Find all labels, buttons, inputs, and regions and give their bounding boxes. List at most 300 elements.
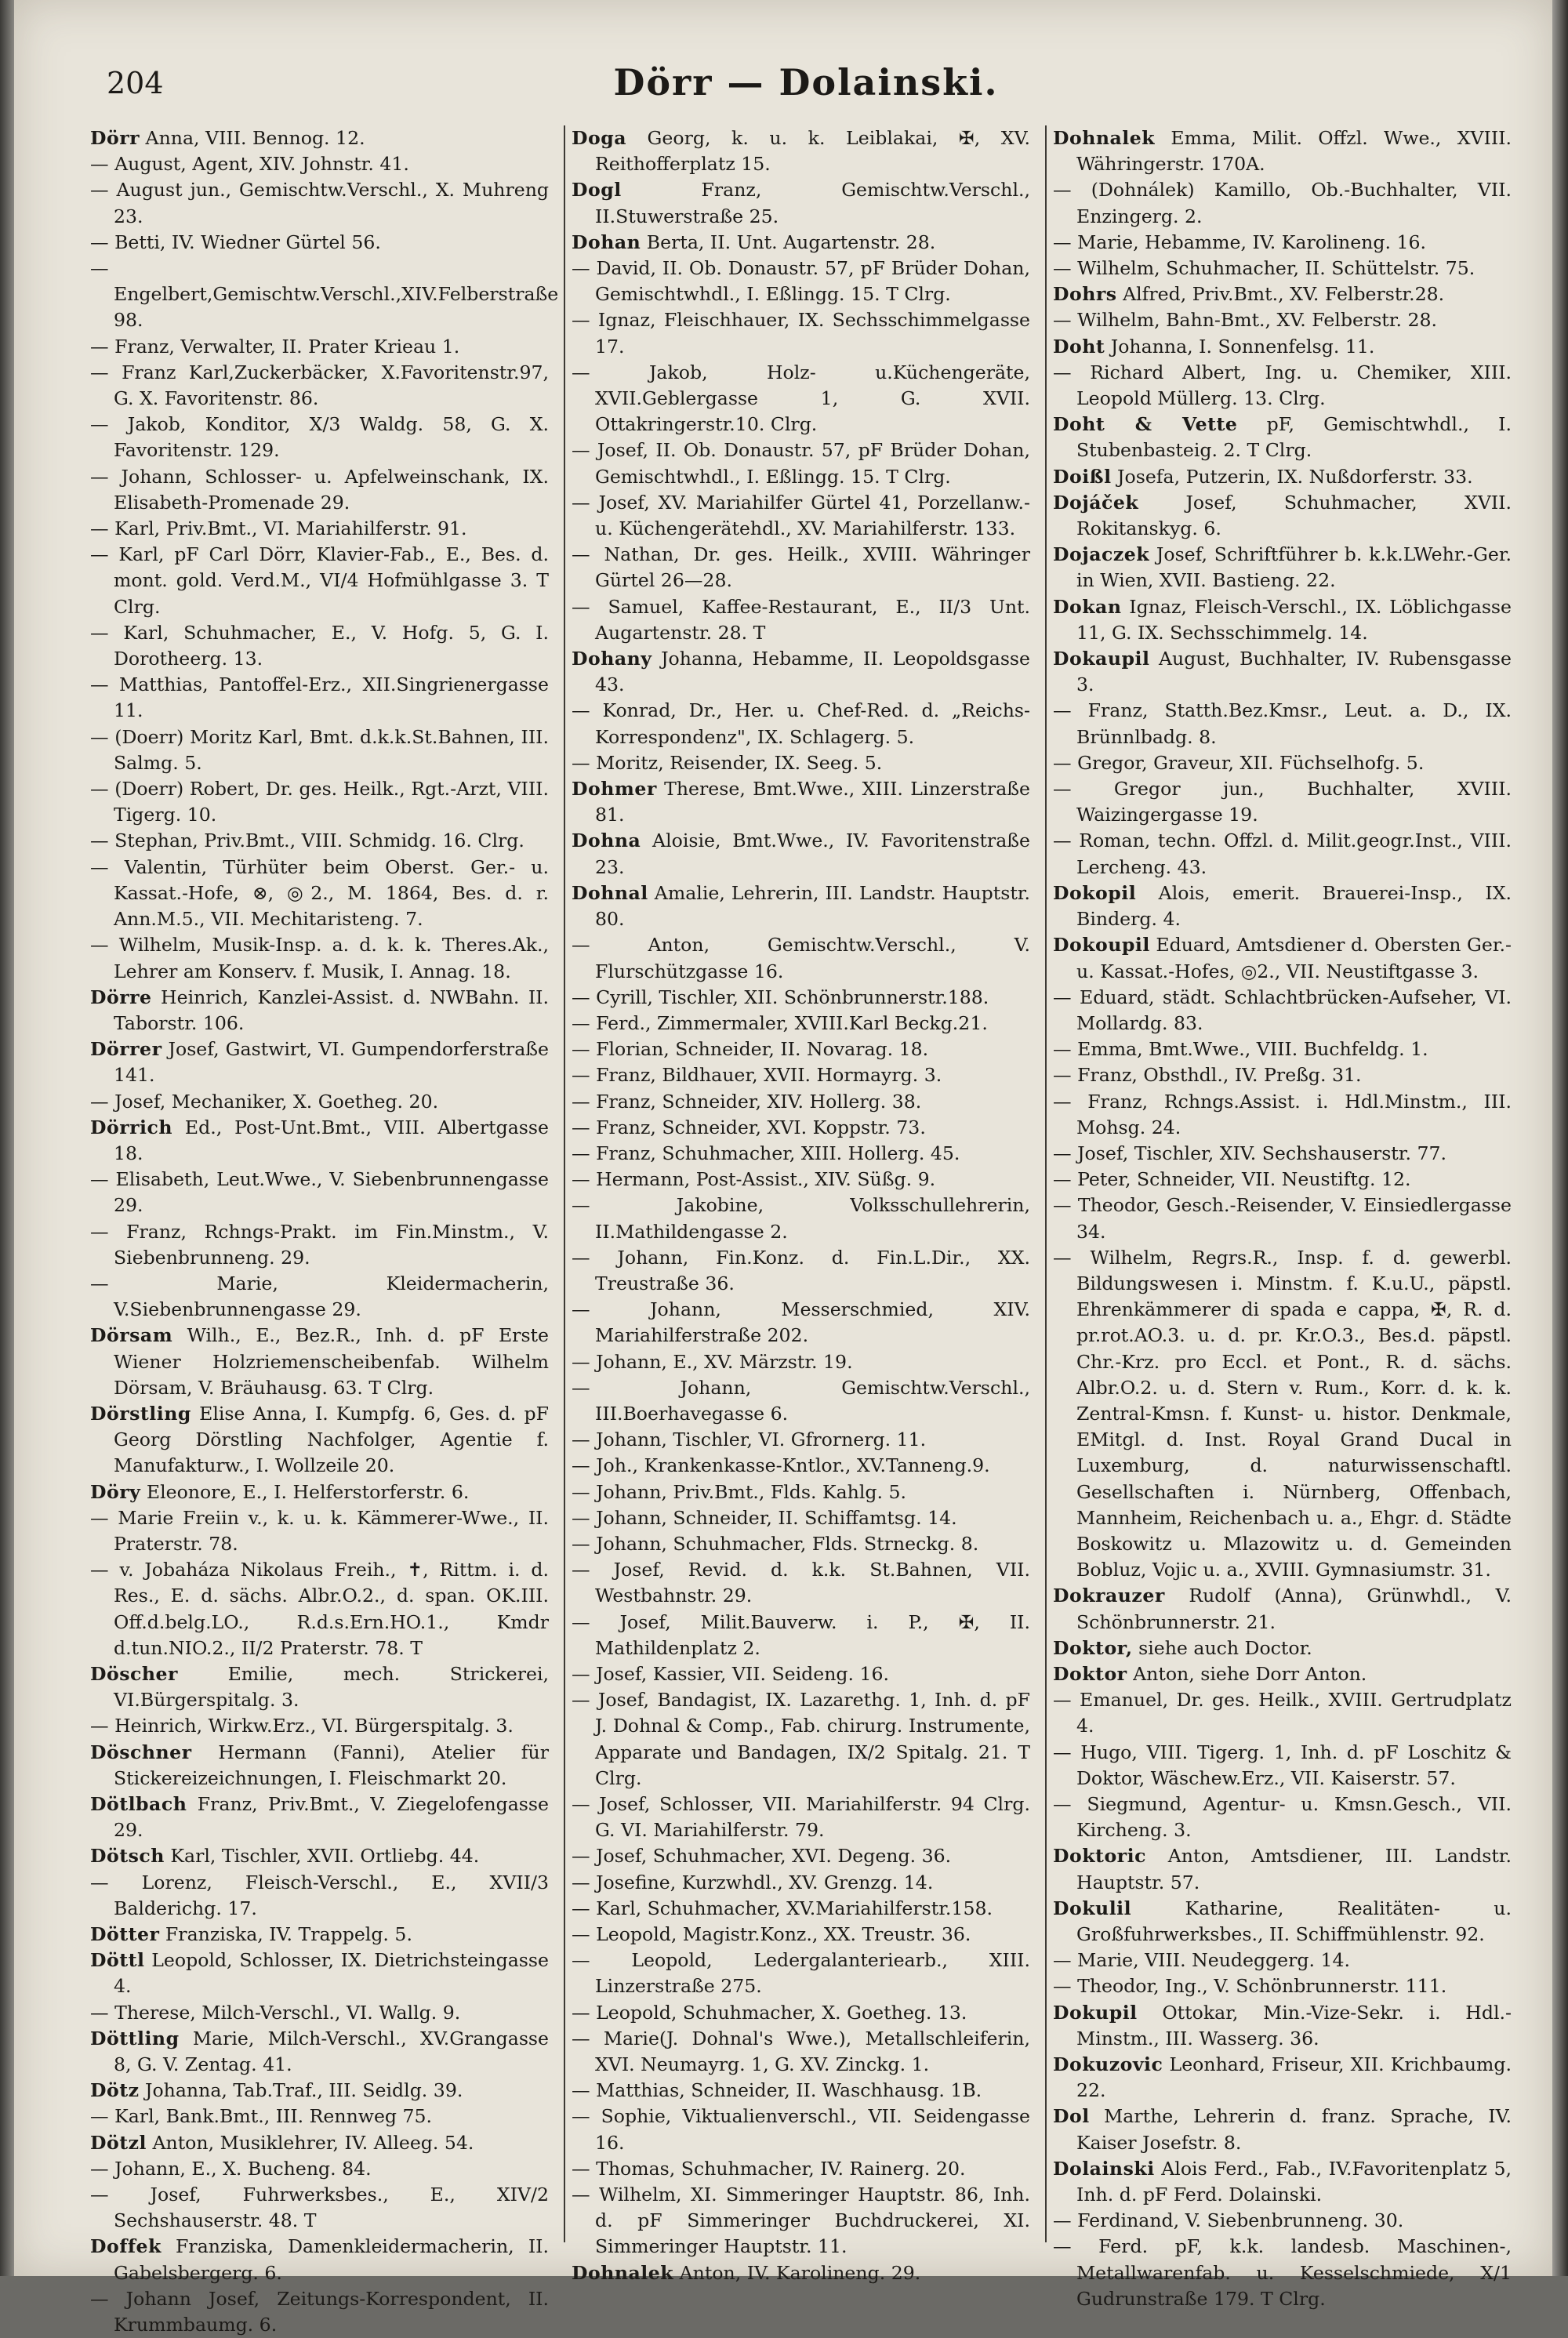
directory-entry xyxy=(90,1557,549,1661)
directory-entry xyxy=(90,620,549,672)
entry-text: — Gregor jun., Buchhalter, XVIII. Waizingergasse 19. xyxy=(1053,778,1512,826)
entry-text: — Johann, Messerschmied, XIV. Mariahilferstraße 202. xyxy=(572,1298,1030,1347)
entry-text: — Franz, Obsthdl., IV. Preßg. 31. xyxy=(1053,1064,1362,1087)
entry-text: — Josef, II. Ob. Donaustr. 57, pF Brüder Dohan, Gemischtwhdl., I. Eßlingg. 15. T Clrg. xyxy=(572,439,1030,488)
entry-text: Anton, IV. Karolineng. 29. xyxy=(673,2261,921,2284)
entry-text: — Marie, Hebamme, IV. Karolineng. 16. xyxy=(1053,231,1426,253)
entry-text: — Jakob, Holz- u.Küchengeräte, XVII.Geblergasse 1, G. XVII. Ottakringerstr.10. Clrg. xyxy=(572,361,1030,436)
entry-text: Therese, Bmt.Wwe., XIII. Linzerstraße 81. xyxy=(595,778,1030,826)
directory-column-3 xyxy=(1053,125,1512,2310)
directory-entry xyxy=(572,490,1030,542)
entry-text: — Jakob, Konditor, X/3 Waldg. 58, G. X. Favoritenstr. 129. xyxy=(90,413,549,462)
directory-entry xyxy=(572,2156,1030,2182)
entry-text: — Josef, Tischler, XIV. Sechshauserstr. 77. xyxy=(1053,1142,1446,1164)
directory-entry xyxy=(90,464,549,516)
entry-text: Josef, Gastwirt, VI. Gumpendorferstraße 141. xyxy=(114,1038,549,1087)
entry-text: — Cyrill, Tischler, XII. Schönbrunnerstr.188. xyxy=(572,986,989,1008)
running-title: Dörr — Dolainski. xyxy=(613,61,999,103)
directory-entry xyxy=(1053,2104,1512,2155)
entry-text: Franz, Priv.Bmt., V. Ziegelofengasse 29. xyxy=(114,1793,549,1842)
entry-text: — Franz, Verwalter, II. Prater Krieau 1. xyxy=(90,335,460,358)
entry-text: — Leopold, Ledergalanteriearb., XIII. Linzerstraße 275. xyxy=(572,1949,1030,1998)
entry-surname: Dörrer xyxy=(90,1038,162,1061)
directory-entry xyxy=(90,1922,549,1948)
entry-text: Johanna, I. Sonnenfelsg. 11. xyxy=(1105,335,1375,358)
directory-entry xyxy=(572,698,1030,750)
directory-entry xyxy=(572,1011,1030,1036)
directory-entry xyxy=(572,932,1030,984)
entry-text: — Marie, VIII. Neudeggerg. 14. xyxy=(1053,1949,1351,1972)
entry-text: Ed., Post-Unt.Bmt., VIII. Albertgasse 18. xyxy=(114,1116,549,1164)
entry-text: — Wilhelm, Regrs.R., Insp. f. d. gewerbl. Bildungswesen i. Minstm. f. K.u.U., päpstl. Ehrenkämmerer di spada e cappa, ✠, R. d. pr.rot.AO.3. u. d. pr. Kr.O.3., Bes.d. päpstl. Chr.-Krz. pro Eccl. et Pont., R. d. sächs. Albr.O.2. u. d. Stern v. Rum., Korr. d. k. k. Zentral-Kmsn. f. Kunst- u. histor. Denkmale, EMitgl. d. Inst. Royal Grand Ducal in Luxemburg, d. naturwissenschaftl. Gesellschaften i. Nürnberg, Offenbach, Mannheim, Reichenbach u. a., Ehgr. d. Städte Boskowitz u. Mlazowitz u. d. Gemeinden Bobluz, Vojic u. a., XVIII. Gymnasiumstr. 31. xyxy=(1053,1246,1512,1581)
entry-surname: Döschner xyxy=(90,1741,192,1763)
directory-entry xyxy=(1053,594,1512,646)
entry-text: — Johann Josef, Zeitungs-Korrespondent, II. Krummbaumg. 6. xyxy=(90,2287,549,2336)
entry-text: — David, II. Ob. Donaustr. 57, pF Brüder Dohan, Gemischtwhdl., I. Eßlingg. 15. T Clrg. xyxy=(572,257,1030,306)
directory-entry xyxy=(1053,880,1512,932)
entry-surname: Dokopil xyxy=(1053,881,1137,904)
entry-text: Ignaz, Fleisch-Verschl., IX. Löblichgasse 11, G. IX. Sechsschimmelg. 14. xyxy=(1076,595,1512,644)
directory-entry xyxy=(90,2000,549,2026)
directory-entry xyxy=(572,1870,1030,1896)
entry-text: — Engelbert,Gemischtw.Verschl.,XIV.Felberstraße 98. xyxy=(90,257,559,332)
directory-entry xyxy=(90,1479,549,1505)
entry-text: — Josef, Schlosser, VII. Mariahilferstr. 94 Clrg. G. VI. Mariahilferstr. 79. xyxy=(572,1793,1030,1842)
entry-text: — Johann, Tischler, VI. Gfrornerg. 11. xyxy=(572,1429,927,1451)
entry-text: — Ignaz, Fleischhauer, IX. Sechsschimmelgasse 17. xyxy=(572,309,1030,358)
directory-entry xyxy=(572,646,1030,698)
directory-entry xyxy=(1053,646,1512,698)
page-number: 204 xyxy=(107,66,164,100)
entry-text: Emilie, mech. Strickerei, VI.Bürgerspitalg. 3. xyxy=(114,1662,549,1712)
entry-surname: Dohna xyxy=(572,830,641,852)
entry-surname: Dohrs xyxy=(1053,283,1117,306)
entry-text: — Marie Freiin v., k. u. k. Kämmerer-Wwe., II. Praterstr. 78. xyxy=(90,1506,549,1555)
directory-entry xyxy=(572,2000,1030,2026)
entry-text: — Theodor, Gesch.-Reisender, V. Einsiedlergasse 34. xyxy=(1053,1194,1512,1243)
directory-entry xyxy=(1053,750,1512,776)
entry-surname: Döscher xyxy=(90,1662,178,1685)
entry-surname: Dogl xyxy=(572,179,622,201)
directory-entry xyxy=(1053,1792,1512,1843)
entry-surname: Dörr xyxy=(90,127,140,149)
entry-surname: Dohnalek xyxy=(1053,127,1156,149)
entry-text: Leonhard, Friseur, XII. Krichbaumg. 22. xyxy=(1076,2053,1512,2102)
entry-surname: Dol xyxy=(1053,2105,1090,2128)
directory-entry xyxy=(572,1089,1030,1115)
entry-text: — Karl, Priv.Bmt., VI. Mariahilferstr. 91. xyxy=(90,517,467,540)
entry-text: — Valentin, Türhüter beim Oberst. Ger.- u. Kassat.-Hofe, ⊗, ◎2., M. 1864, Bes. d. r. Ann.M.5., VII. Mechitaristeng. 7. xyxy=(90,855,549,931)
directory-entry xyxy=(90,672,549,724)
directory-column-1 xyxy=(90,125,559,2336)
directory-entry xyxy=(90,1870,549,1922)
entry-text: Leopold, Schlosser, IX. Dietrichsteingasse 4. xyxy=(114,1949,549,1998)
entry-text: — Wilhelm, Bahn-Bmt., XV. Felberstr. 28. xyxy=(1053,309,1437,332)
directory-entry xyxy=(572,750,1030,776)
entry-text: — Ferdinand, V. Siebenbrunneng. 30. xyxy=(1053,2209,1404,2232)
page-header xyxy=(93,61,1519,116)
directory-entry xyxy=(572,594,1030,646)
directory-entry xyxy=(90,1115,549,1167)
directory-entry xyxy=(1053,1141,1512,1167)
entry-surname: Doktor, xyxy=(1053,1636,1133,1659)
directory-entry xyxy=(572,1141,1030,1167)
entry-surname: Dörsam xyxy=(90,1324,173,1347)
entry-surname: Dokaupil xyxy=(1053,648,1150,670)
entry-text: Marie, Milch-Verschl., XV.Grangasse 8, G. V. Zentag. 41. xyxy=(114,2027,549,2076)
directory-entry xyxy=(90,1792,549,1843)
entry-text: — Joh., Krankenkasse-Kntlor., XV.Tanneng.9. xyxy=(572,1454,990,1477)
entry-text: — Eduard, städt. Schlachtbrücken-Aufseher, VI. Mollardg. 83. xyxy=(1053,986,1512,1034)
directory-entry xyxy=(572,1453,1030,1479)
directory-entry xyxy=(90,360,549,412)
entry-text: — Josef, Kassier, VII. Seideng. 16. xyxy=(572,1662,890,1685)
entry-text: — Ferd., Zimmermaler, XVIII.Karl Beckg.21. xyxy=(572,1011,988,1034)
directory-entry xyxy=(572,1557,1030,1609)
directory-entry xyxy=(572,1193,1030,1244)
directory-entry xyxy=(90,855,549,933)
entry-text: — Nathan, Dr. ges. Heilk., XVIII. Währinger Gürtel 26—28. xyxy=(572,543,1030,592)
entry-surname: Dötz xyxy=(90,2079,140,2102)
entry-text: — Johann, Schlosser- u. Apfelweinschank, IX. Elisabeth-Promenade 29. xyxy=(90,465,549,514)
directory-entry xyxy=(572,1661,1030,1687)
directory-entry xyxy=(572,256,1030,307)
entry-text: — Anton, Gemischtw.Verschl., V. Flurschützgasse 16. xyxy=(572,934,1030,982)
directory-entry xyxy=(90,256,559,334)
directory-entry xyxy=(572,2182,1030,2260)
directory-entry xyxy=(572,1922,1030,1948)
entry-text: Elise Anna, I. Kumpfg. 6, Ges. d. pF Georg Dörstling Nachfolger, Agentie f. Manufakturw., I. Wollzeile 20. xyxy=(114,1402,549,1477)
directory-entry xyxy=(1053,1740,1512,1792)
directory-entry xyxy=(1053,776,1512,828)
entry-text: Franz, Gemischtw.Verschl., II.Stuwerstraße 25. xyxy=(595,179,1030,227)
directory-entry xyxy=(90,2234,549,2285)
entry-text: — Matthias, Pantoffel-Erz., XII.Singrienergasse 11. xyxy=(90,673,549,722)
directory-entry xyxy=(90,2026,549,2078)
directory-entry xyxy=(90,1843,549,1869)
entry-surname: Dolainski xyxy=(1053,2157,1155,2180)
directory-entry xyxy=(90,1219,549,1271)
entry-text: — (Doerr) Robert, Dr. ges. Heilk., Rgt.-Arzt, VIII. Tigerg. 10. xyxy=(90,778,549,826)
entry-text: — Franz, Rchngs-Prakt. im Fin.Minstm., V. Siebenbrunneng. 29. xyxy=(90,1220,549,1269)
directory-entry xyxy=(90,1271,549,1323)
entry-surname: Doißl xyxy=(1053,465,1112,488)
entry-text: — Gregor, Graveur, XII. Füchselhofg. 5. xyxy=(1053,751,1425,774)
entry-text: Alfred, Priv.Bmt., XV. Felberstr.28. xyxy=(1116,283,1445,306)
directory-entry xyxy=(572,437,1030,489)
entry-text: — Sophie, Viktualienverschl., VII. Seidengasse 16. xyxy=(572,2105,1030,2154)
directory-entry xyxy=(1053,2208,1512,2234)
entry-surname: Dojaczek xyxy=(1053,543,1150,566)
directory-entry xyxy=(1053,698,1512,750)
directory-entry xyxy=(1053,1661,1512,1687)
directory-entry xyxy=(1053,1973,1512,1999)
directory-entry xyxy=(1053,1687,1512,1739)
directory-entry xyxy=(1053,1089,1512,1141)
directory-entry xyxy=(1053,2000,1512,2052)
scan-edge-left xyxy=(0,0,14,2276)
entry-text: Amalie, Lehrerin, III. Landstr. Hauptstr. 80. xyxy=(595,881,1030,931)
entry-text: — Thomas, Schuhmacher, IV. Rainerg. 20. xyxy=(572,2157,966,2180)
directory-entry xyxy=(1053,360,1512,412)
entry-text: siehe auch Doctor. xyxy=(1132,1636,1312,1659)
directory-entry xyxy=(90,2078,549,2104)
entry-surname: Dötzl xyxy=(90,2131,147,2154)
entry-text: Georg, k. u. k. Leiblakai, ✠, XV. Reithofferplatz 15. xyxy=(595,127,1030,176)
directory-entry xyxy=(1053,177,1512,229)
entry-surname: Dötter xyxy=(90,1923,160,1946)
directory-entry xyxy=(90,1661,549,1713)
entry-text: Wilh., E., Bez.R., Inh. d. pF Erste Wiener Holzriemenscheibenfab. Wilhelm Dörsam, V. Bräuhausg. 63. T Clrg. xyxy=(114,1324,549,1399)
entry-text: — Josef, XV. Mariahilfer Gürtel 41, Porzellanw.- u. Küchengerätehdl., XV. Mariahilferstr. 133. xyxy=(572,491,1030,540)
directory-entry xyxy=(90,1089,549,1115)
entry-text: Marthe, Lehrerin d. franz. Sprache, IV. Kaiser Josefstr. 8. xyxy=(1076,2105,1512,2154)
directory-entry xyxy=(572,307,1030,359)
entry-surname: Doht & Vette xyxy=(1053,413,1238,436)
directory-entry xyxy=(572,1375,1030,1427)
entry-text: — Peter, Schneider, VII. Neustiftg. 12. xyxy=(1053,1168,1411,1191)
entry-surname: Dötsch xyxy=(90,1845,165,1868)
directory-entry xyxy=(1053,2052,1512,2104)
directory-entry xyxy=(572,1531,1030,1557)
entry-text: — Karl, pF Carl Dörr, Klavier-Fab., E., Bes. d. mont. gold. Verd.M., VI/4 Hofmühlgasse 3. T Clrg. xyxy=(90,543,549,618)
entry-text: — Lorenz, Fleisch-Verschl., E., XVII/3 Balderichg. 17. xyxy=(90,1871,549,1919)
directory-entry xyxy=(572,125,1030,177)
entry-text: — Betti, IV. Wiedner Gürtel 56. xyxy=(90,231,381,253)
entry-text: — Johann, Schneider, II. Schiffamtsg. 14. xyxy=(572,1506,957,1529)
entry-text: — Theodor, Ing., V. Schönbrunnerstr. 111. xyxy=(1053,1975,1447,1998)
entry-text: — Siegmund, Agentur- u. Kmsn.Gesch., VII. Kircheng. 3. xyxy=(1053,1793,1512,1842)
entry-text: — Franz, Schneider, XIV. Hollerg. 38. xyxy=(572,1090,922,1113)
entry-surname: Dohany xyxy=(572,648,652,670)
entry-text: Katharine, Realitäten- u. Großfuhrwerksbes., II. Schiffmühlenstr. 92. xyxy=(1076,1897,1512,1946)
entry-text: — Josef, Schuhmacher, XVI. Degeng. 36. xyxy=(572,1845,952,1868)
directory-entry xyxy=(90,2182,549,2234)
entry-text: Anna, VIII. Bennog. 12. xyxy=(140,127,365,149)
entry-surname: Dokulil xyxy=(1053,1897,1132,1919)
directory-entry xyxy=(572,1948,1030,1999)
entry-surname: Dohmer xyxy=(572,778,657,801)
entry-text: — Josef, Bandagist, IX. Lazarethg. 1, Inh. d. pF J. Dohnal & Comp., Fab. chirurg. Instrumente, Apparate und Bandagen, IX/2 Spitalg. 21. T Clrg. xyxy=(572,1689,1030,1789)
directory-entry xyxy=(1053,1036,1512,1062)
entry-surname: Dörrich xyxy=(90,1116,173,1138)
entry-text: Franziska, Damenkleidermacherin, II. Gabelsbergerg. 6. xyxy=(114,2235,549,2284)
entry-text: Alois Ferd., Fab., IV.Favoritenplatz 5, Inh. d. pF Ferd. Dolainski. xyxy=(1076,2157,1512,2206)
directory-entry xyxy=(1053,1636,1512,1661)
entry-text: — Elisabeth, Leut.Wwe., V. Siebenbrunnengasse 29. xyxy=(90,1168,549,1217)
directory-entry xyxy=(1053,1583,1512,1635)
entry-surname: Dokuzovic xyxy=(1053,2053,1163,2076)
directory-entry xyxy=(572,2260,1030,2286)
entry-text: — Hermann, Post-Assist., XIV. Süßg. 9. xyxy=(572,1168,936,1191)
entry-text: — Therese, Milch-Verschl., VI. Wallg. 9. xyxy=(90,2001,461,2024)
directory-entry xyxy=(90,1036,549,1088)
entry-text: Josef, Schriftführer b. k.k.LWehr.-Ger. in Wien, XVII. Bastieng. 22. xyxy=(1076,543,1512,592)
entry-surname: Dohan xyxy=(572,231,641,253)
directory-entry xyxy=(1053,828,1512,880)
directory-entry xyxy=(572,776,1030,828)
directory-entry xyxy=(572,1479,1030,1505)
directory-entry xyxy=(90,828,549,854)
directory-entry xyxy=(90,1323,549,1401)
entry-text: — (Dohnálek) Kamillo, Ob.-Buchhalter, VII. Enzingerg. 2. xyxy=(1053,179,1512,227)
directory-entry xyxy=(572,1036,1030,1062)
directory-entry xyxy=(90,125,549,151)
directory-entry xyxy=(1053,490,1512,542)
entry-text: — Jakobine, Volksschullehrerin, II.Mathildengasse 2. xyxy=(572,1194,1030,1243)
directory-entry xyxy=(90,151,549,177)
entry-text: Franziska, IV. Trappelg. 5. xyxy=(159,1923,412,1946)
directory-entry xyxy=(1053,307,1512,333)
directory-entry xyxy=(1053,1193,1512,1244)
directory-entry xyxy=(572,1687,1030,1792)
directory-entry xyxy=(572,2078,1030,2104)
entry-surname: Dötlbach xyxy=(90,1793,187,1815)
entry-text: — Marie, Kleidermacherin, V.Siebenbrunnengasse 29. xyxy=(90,1272,549,1321)
directory-entry xyxy=(572,2104,1030,2155)
entry-surname: Doktoric xyxy=(1053,1845,1146,1868)
entry-text: — Franz, Schneider, XVI. Koppstr. 73. xyxy=(572,1116,926,1138)
directory-entry xyxy=(1053,281,1512,307)
entry-surname: Dojáček xyxy=(1053,491,1139,514)
entry-text: Johanna, Hebamme, II. Leopoldsgasse 43. xyxy=(595,648,1030,696)
directory-column-2 xyxy=(572,125,1030,2284)
entry-text: — Johann, Schuhmacher, Flds. Strneckg. 8. xyxy=(572,1532,979,1555)
directory-entry xyxy=(90,1740,549,1792)
entry-text: — Moritz, Reisender, IX. Seeg. 5. xyxy=(572,751,883,774)
directory-entry xyxy=(572,1505,1030,1531)
entry-text: — Roman, techn. Offzl. d. Milit.geogr.Inst., VIII. Lercheng. 43. xyxy=(1053,830,1512,878)
entry-text: — Leopold, Magistr.Konz., XX. Treustr. 36. xyxy=(572,1923,971,1946)
directory-entry xyxy=(90,985,549,1036)
directory-entry xyxy=(90,932,549,984)
entry-text: — Richard Albert, Ing. u. Chemiker, XIII. Leopold Müllerg. 13. Clrg. xyxy=(1053,361,1512,410)
entry-text: Heinrich, Kanzlei-Assist. d. NWBahn. II. Taborstr. 106. xyxy=(114,986,549,1034)
entry-text: — Karl, Bank.Bmt., III. Rennweg 75. xyxy=(90,2105,433,2128)
entry-surname: Doga xyxy=(572,127,626,149)
entry-surname: Doffek xyxy=(90,2235,162,2258)
directory-entry xyxy=(90,1167,549,1218)
directory-entry xyxy=(572,1843,1030,1869)
entry-text: — Josef, Fuhrwerksbes., E., XIV/2 Sechshauserstr. 48. T xyxy=(90,2184,549,2232)
entry-text: — Johann, Fin.Konz. d. Fin.L.Dir., XX. Treustraße 36. xyxy=(572,1246,1030,1294)
entry-text: — August jun., Gemischtw.Verschl., X. Muhreng 23. xyxy=(90,179,549,227)
entry-surname: Döttl xyxy=(90,1949,145,1972)
entry-text: — Konrad, Dr., Her. u. Chef-Red. d. „Reichs-Korrespondenz", IX. Schlagerg. 5. xyxy=(572,699,1030,748)
directory-entry xyxy=(572,1610,1030,1661)
directory-entry xyxy=(90,1505,549,1557)
directory-entry xyxy=(1053,932,1512,984)
directory-entry xyxy=(572,985,1030,1011)
entry-surname: Dohnalek xyxy=(572,2261,674,2284)
entry-surname: Döttling xyxy=(90,2027,180,2049)
entry-text: — Franz, Statth.Bez.Kmsr., Leut. a. D., IX. Brünnlbadg. 8. xyxy=(1053,699,1512,748)
entry-text: — Florian, Schneider, II. Novarag. 18. xyxy=(572,1038,929,1061)
directory-entry xyxy=(1053,1843,1512,1895)
directory-entry xyxy=(1053,2234,1512,2312)
directory-entry xyxy=(572,1115,1030,1141)
entry-text: Alois, emerit. Brauerei-Insp., IX. Binderg. 4. xyxy=(1076,881,1512,931)
entry-surname: Döry xyxy=(90,1480,141,1503)
entry-text: — Franz, Schuhmacher, XIII. Hollerg. 45. xyxy=(572,1142,960,1164)
entry-surname: Dörre xyxy=(90,986,152,1008)
entry-text: Eleonore, E., I. Helferstorferstr. 6. xyxy=(140,1480,470,1503)
directory-entry xyxy=(1053,334,1512,360)
directory-entry xyxy=(90,1948,549,1999)
entry-text: — Johann, E., XV. Märzstr. 19. xyxy=(572,1350,853,1373)
directory-entry xyxy=(572,1792,1030,1843)
directory-entry xyxy=(572,1427,1030,1453)
directory-entry xyxy=(90,724,549,776)
directory-entry xyxy=(572,828,1030,880)
directory-entry xyxy=(572,1245,1030,1297)
entry-text: — v. Jobaháza Nikolaus Freih., ✝, Rittm. i. d. Res., E. d. sächs. Albr.O.2., d. span. OK.III. Off.d.belg.LO., R.d.s.Ern.HO.1., Kmdr d.tun.NIO.2., II/2 Praterstr. 78. T xyxy=(90,1559,549,1659)
directory-entry xyxy=(572,542,1030,594)
directory-entry xyxy=(572,1062,1030,1088)
entry-text: — August, Agent, XIV. Johnstr. 41. xyxy=(90,153,409,176)
entry-text: — Franz, Bildhauer, XVII. Hormayrg. 3. xyxy=(572,1064,942,1087)
entry-text: — (Doerr) Moritz Karl, Bmt. d.k.k.St.Bahnen, III. Salmg. 5. xyxy=(90,725,549,774)
entry-surname: Doktor xyxy=(1053,1662,1127,1685)
directory-entry xyxy=(1053,1062,1512,1088)
directory-entry xyxy=(572,2026,1030,2078)
entry-text: — Stephan, Priv.Bmt., VIII. Schmidg. 16. Clrg. xyxy=(90,830,524,852)
entry-text: — Wilhelm, XI. Simmeringer Hauptstr. 86, Inh. d. pF Simmeringer Buchdruckerei, XI. Simmeringer Hauptstr. 11. xyxy=(572,2184,1030,2258)
directory-entry xyxy=(1053,1948,1512,1973)
directory-entry xyxy=(1053,412,1512,463)
directory-entry xyxy=(572,360,1030,438)
entry-text: pF, Gemischtwhdl., I. Stubenbasteig. 2. T Clrg. xyxy=(1076,413,1512,462)
directory-entry xyxy=(90,2104,549,2129)
entry-text: Rudolf (Anna), Grünwhdl., V. Schönbrunnerstr. 21. xyxy=(1076,1585,1512,1633)
entry-text: — Marie(J. Dohnal's Wwe.), Metallschleiferin, XVI. Neumayrg. 1, G. XV. Zinckg. 1. xyxy=(572,2027,1030,2076)
directory-entry xyxy=(90,1401,549,1479)
scan-edge-right xyxy=(1552,0,1568,2276)
entry-text: Eduard, Amtsdiener d. Obersten Ger.- u. Kassat.-Hofes, ◎2., VII. Neustiftgasse 3. xyxy=(1076,934,1512,982)
directory-entry xyxy=(572,1167,1030,1193)
directory-entry xyxy=(1053,1167,1512,1193)
entry-text: Emma, Milit. Offzl. Wwe., XVIII. Währingerstr. 170A. xyxy=(1076,127,1512,176)
entry-text: August, Buchhalter, IV. Rubensgasse 3. xyxy=(1076,648,1512,696)
directory-columns xyxy=(90,125,1525,2336)
directory-entry xyxy=(90,412,549,463)
entry-surname: Dokupil xyxy=(1053,2001,1138,2024)
entry-text: — Emanuel, Dr. ges. Heilk., XVIII. Gertrudplatz 4. xyxy=(1053,1689,1512,1737)
entry-text: Josefa, Putzerin, IX. Nußdorferstr. 33. xyxy=(1111,465,1473,488)
entry-text: — Heinrich, Wirkw.Erz., VI. Bürgerspitalg. 3. xyxy=(90,1715,514,1737)
directory-entry xyxy=(90,230,549,256)
entry-text: — Franz Karl,Zuckerbäcker, X.Favoritenstr.97, G. X. Favoritenstr. 86. xyxy=(90,361,549,410)
entry-surname: Dokrauzer xyxy=(1053,1585,1165,1607)
entry-text: — Josef, Revid. d. k.k. St.Bahnen, VII. Westbahnstr. 29. xyxy=(572,1559,1030,1607)
directory-entry xyxy=(1053,125,1512,177)
entry-text: — Johann, E., X. Bucheng. 84. xyxy=(90,2157,372,2180)
entry-text: Berta, II. Unt. Augartenstr. 28. xyxy=(641,231,936,253)
entry-text: — Wilhelm, Musik-Insp. a. d. k. k. Theres.Ak., Lehrer am Konserv. f. Musik, I. Annag. 18. xyxy=(90,934,549,982)
directory-entry xyxy=(572,1896,1030,1922)
directory-entry xyxy=(1053,1896,1512,1948)
entry-text: — Karl, Schuhmacher, E., V. Hofg. 5, G. I. Dorotheerg. 13. xyxy=(90,621,549,670)
entry-text: Anton, Amtsdiener, III. Landstr. Hauptstr. 57. xyxy=(1076,1845,1512,1893)
entry-surname: Dokan xyxy=(1053,595,1122,618)
entry-surname: Doht xyxy=(1053,335,1105,358)
entry-text: — Karl, Schuhmacher, XV.Mariahilferstr.158. xyxy=(572,1897,993,1919)
directory-entry xyxy=(572,230,1030,256)
directory-entry xyxy=(1053,256,1512,281)
directory-entry xyxy=(90,177,549,229)
directory-entry xyxy=(90,2156,549,2182)
directory-entry xyxy=(1053,464,1512,490)
